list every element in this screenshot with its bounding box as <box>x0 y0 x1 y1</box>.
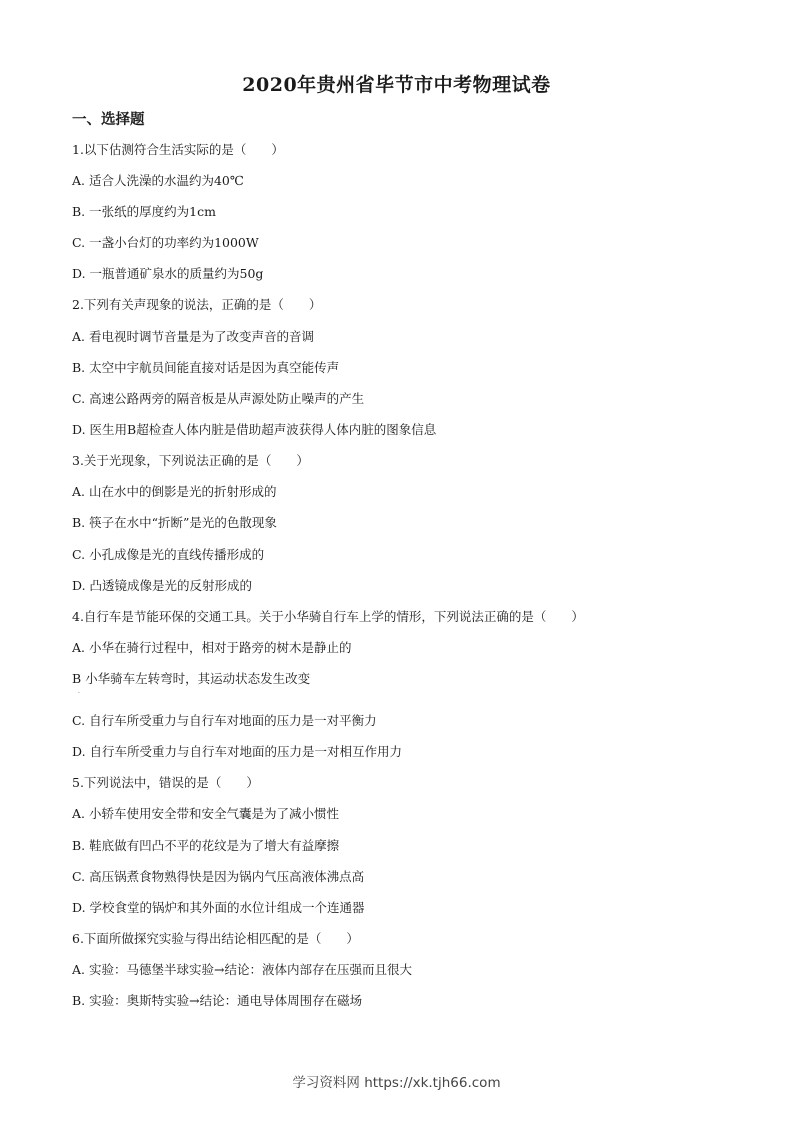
footer-watermark: 学习资料网 https://xk.tjh66.com <box>292 1075 501 1091</box>
option-item: B. 一张纸的厚度约为1cm <box>72 204 216 219</box>
question-stem: 1.以下估测符合生活实际的是（ ） <box>72 142 284 157</box>
option-item: D. 自行车所受重力与自行车对地面的压力是一对相互作用力 <box>72 744 403 759</box>
option-item: B 小华骑车左转弯时，其运动状态发生改变 <box>72 671 311 686</box>
option-item: A. 山在水中的倒影是光的折射形成的 <box>72 484 277 499</box>
option-item: D. 一瓶普通矿泉水的质量约为50g <box>72 266 264 281</box>
question-stem: 2.下列有关声现象的说法，正确的是（ ） <box>72 297 322 312</box>
option-item: D. 医生用B超检查人体内脏是借助超声波获得人体内脏的图象信息 <box>72 422 437 437</box>
page-title: 2020年贵州省毕节市中考物理试卷 <box>242 74 551 96</box>
option-item: C. 小孔成像是光的直线传播形成的 <box>72 547 265 562</box>
question-stem: 3.关于光现象，下列说法正确的是（ ） <box>72 453 309 468</box>
option-item: B. 鞋底做有凹凸不平的花纹是为了增大有益摩擦 <box>72 838 340 853</box>
option-item: D. 凸透镜成像是光的反射形成的 <box>72 578 253 593</box>
question-stem: 4.自行车是节能环保的交通工具。关于小华骑自行车上学的情形，下列说法正确的是（ ） <box>72 609 584 624</box>
option-item: A. 小轿车使用安全带和安全气囊是为了减小惯性 <box>72 806 339 821</box>
option-item: C. 一盏小台灯的功率约为1000W <box>72 235 259 250</box>
option-item: A. 看电视时调节音量是为了改变声音的音调 <box>72 329 314 344</box>
question-stem: 6.下面所做探究实验与得出结论相匹配的是（ ） <box>72 931 359 946</box>
option-item: D. 学校食堂的锅炉和其外面的水位计组成一个连通器 <box>72 900 365 915</box>
option-item: B. 太空中宇航员间能直接对话是因为真空能传声 <box>72 360 340 375</box>
option-item: A. 适合人洗澡的水温约为40℃ <box>72 173 244 188</box>
option-item: A. 小华在骑行过程中，相对于路旁的树木是静止的 <box>72 640 352 655</box>
option-item: B. 筷子在水中“折断”是光的色散现象 <box>72 515 277 530</box>
option-item: C. 高压锅煮食物熟得快是因为锅内气压高液体沸点高 <box>72 869 365 884</box>
section-heading: 一、选择题 <box>72 111 145 128</box>
option-item: C. 自行车所受重力与自行车对地面的压力是一对平衡力 <box>72 713 377 728</box>
stray-mark: · <box>78 690 80 697</box>
option-item: A. 实验：马德堡半球实验→结论：液体内部存在压强而且很大 <box>72 962 412 977</box>
option-item: C. 高速公路两旁的隔音板是从声源处防止噪声的产生 <box>72 391 365 406</box>
question-stem: 5.下列说法中，错误的是（ ） <box>72 775 259 790</box>
option-item: B. 实验：奥斯特实验→结论：通电导体周围存在磁场 <box>72 993 363 1008</box>
